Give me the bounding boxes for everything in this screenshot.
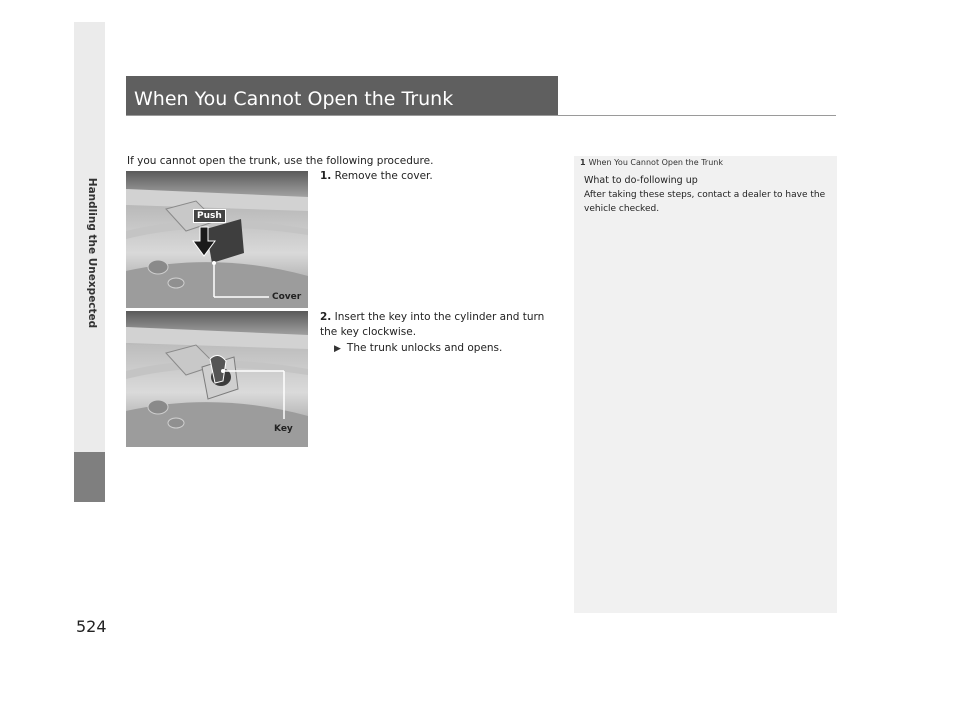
section-tab-marker (74, 452, 105, 502)
step-2 (320, 310, 560, 340)
note-body: After taking these steps, contact a dealer to have the vehicle checked. (584, 190, 826, 214)
step-text: Remove the cover. (334, 170, 433, 182)
page-number: 524 (76, 617, 107, 636)
step-number: 2. (320, 311, 332, 323)
note-ref-icon: 1 (580, 158, 586, 167)
step-2-result (334, 342, 502, 354)
step-1 (320, 169, 433, 184)
note-heading (580, 158, 723, 167)
note-heading-text: When You Cannot Open the Trunk (588, 158, 723, 167)
cover-callout: Cover (272, 292, 302, 302)
step-text: Insert the key into the cylinder and turn the key clockwise. (320, 311, 545, 338)
note-subheading: What to do-following up (584, 175, 698, 186)
intro-text: If you cannot open the trunk, use the following procedure. (127, 155, 434, 167)
result-text: The trunk unlocks and opens. (346, 342, 503, 354)
page-title: When You Cannot Open the Trunk (134, 88, 454, 110)
cover-photo (126, 171, 308, 308)
title-rule (126, 115, 836, 116)
push-callout: Push (193, 209, 226, 223)
step-number: 1. (320, 170, 332, 182)
result-arrow-icon: ▶ (334, 344, 341, 354)
note-box (574, 156, 837, 613)
key-callout: Key (274, 424, 293, 434)
section-tab-label: Handling the Unexpected (86, 177, 98, 329)
